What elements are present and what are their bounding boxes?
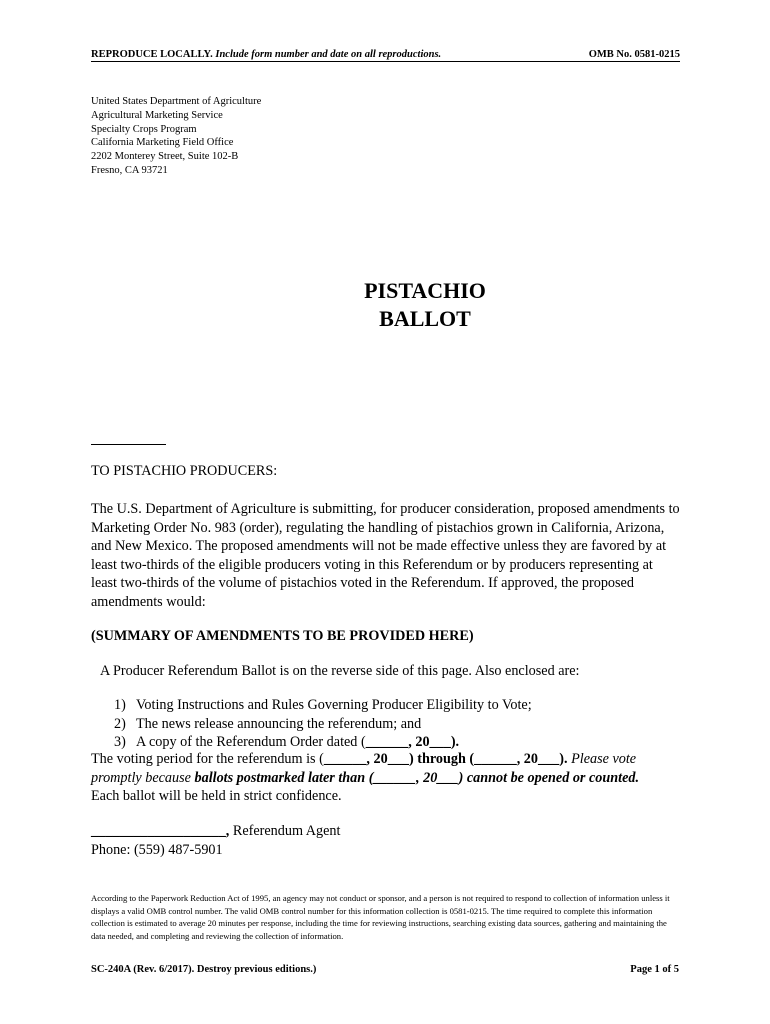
address-line: Agricultural Marketing Service <box>91 109 223 121</box>
address-line: California Marketing Field Office <box>91 137 234 149</box>
agent-label: Referendum Agent <box>229 823 341 839</box>
list-number: 2) <box>114 715 126 732</box>
title-line-1: PISTACHIO <box>364 278 486 303</box>
vote-promptly-text: Please vote promptly because <box>91 751 637 786</box>
list-text: The news release announcing the referendum; and <box>136 715 422 732</box>
page-number: Page 1 of 5 <box>630 964 679 975</box>
agent-phone: Phone: (559) 487-5901 <box>91 841 223 858</box>
document-title <box>0 277 770 333</box>
summary-placeholder: (SUMMARY OF AMENDMENTS TO BE PROVIDED HERE) <box>91 628 474 644</box>
enclosure-list <box>114 696 532 752</box>
reproduce-italic: Include form number and date on all reproductions. <box>215 49 442 60</box>
intro-paragraph: The U.S. Department of Agriculture is submitting, for producer consideration, proposed amendments to Marketing Order No. 983 (order), regulating the handling of pistachios grown in California, Arizona, and New Mexico. The proposed amendments will not be made effective unless they are favored by at least two-thirds of the eligible producers voting in this Referendum or by producers representing at least two-thirds of the volume of pistachios voted in the Referendum. If approved, the proposed amendments would: <box>91 501 680 610</box>
referendum-agent-block <box>91 822 681 859</box>
divider-rule <box>91 444 166 445</box>
title-line-2: BALLOT <box>379 306 471 331</box>
order-date-blank: ______, 20___). <box>365 734 460 750</box>
address-line: 2202 Monterey Street, Suite 102-B <box>91 151 239 163</box>
header-bar <box>91 45 680 62</box>
paperwork-reduction-notice: According to the Paperwork Reduction Act of 1995, an agency may not conduct or sponsor, and a person is not required to respond to collection of information unless it displays a valid OMB control number. The valid OMB control number for this information collection is 0581-0215. The time required to complete this information collection is estimated to average 20 minutes per response, including the time for reviewing instructions, searching existing data sources, gathering and maintaining the data needed, and completing and reviewing the collection of information. <box>91 893 670 941</box>
list-text: Voting Instructions and Rules Governing Producer Eligibility to Vote; <box>136 697 532 713</box>
list-number: 3) <box>114 734 126 750</box>
list-item <box>114 733 532 752</box>
list-number: 1) <box>114 697 126 713</box>
salutation: TO PISTACHIO PRODUCERS: <box>91 463 278 479</box>
confidentiality-text: Each ballot will be held in strict confidence. <box>91 788 342 804</box>
voting-period-paragraph <box>91 750 681 806</box>
voting-text: The voting period for the referendum is ( <box>91 751 324 767</box>
reverse-side-note: A Producer Referendum Ballot is on the reverse side of this page. Also enclosed are: <box>100 663 580 679</box>
list-item <box>114 715 532 734</box>
reproduce-bold: REPRODUCE LOCALLY. <box>91 49 213 60</box>
address-line: Specialty Crops Program <box>91 123 197 135</box>
reproduce-note <box>91 49 441 60</box>
postmark-blank: ______, 20___) cannot be opened or counted. <box>373 769 640 786</box>
omb-number: OMB No. 0581-0215 <box>588 49 680 60</box>
postmark-warning: ballots postmarked later than ( <box>194 769 374 786</box>
voting-period-blank: ______, 20___) through (______, 20___). <box>323 751 568 767</box>
list-item <box>114 696 532 715</box>
address-line: United States Department of Agriculture <box>91 96 262 107</box>
list-text: A copy of the Referendum Order dated ( <box>136 734 366 750</box>
address-line: Fresno, CA 93721 <box>91 164 168 176</box>
form-number: SC-240A (Rev. 6/2017). Destroy previous editions.) <box>91 964 317 975</box>
agent-name-blank: ___________________, <box>91 823 230 839</box>
agency-address <box>91 95 261 178</box>
